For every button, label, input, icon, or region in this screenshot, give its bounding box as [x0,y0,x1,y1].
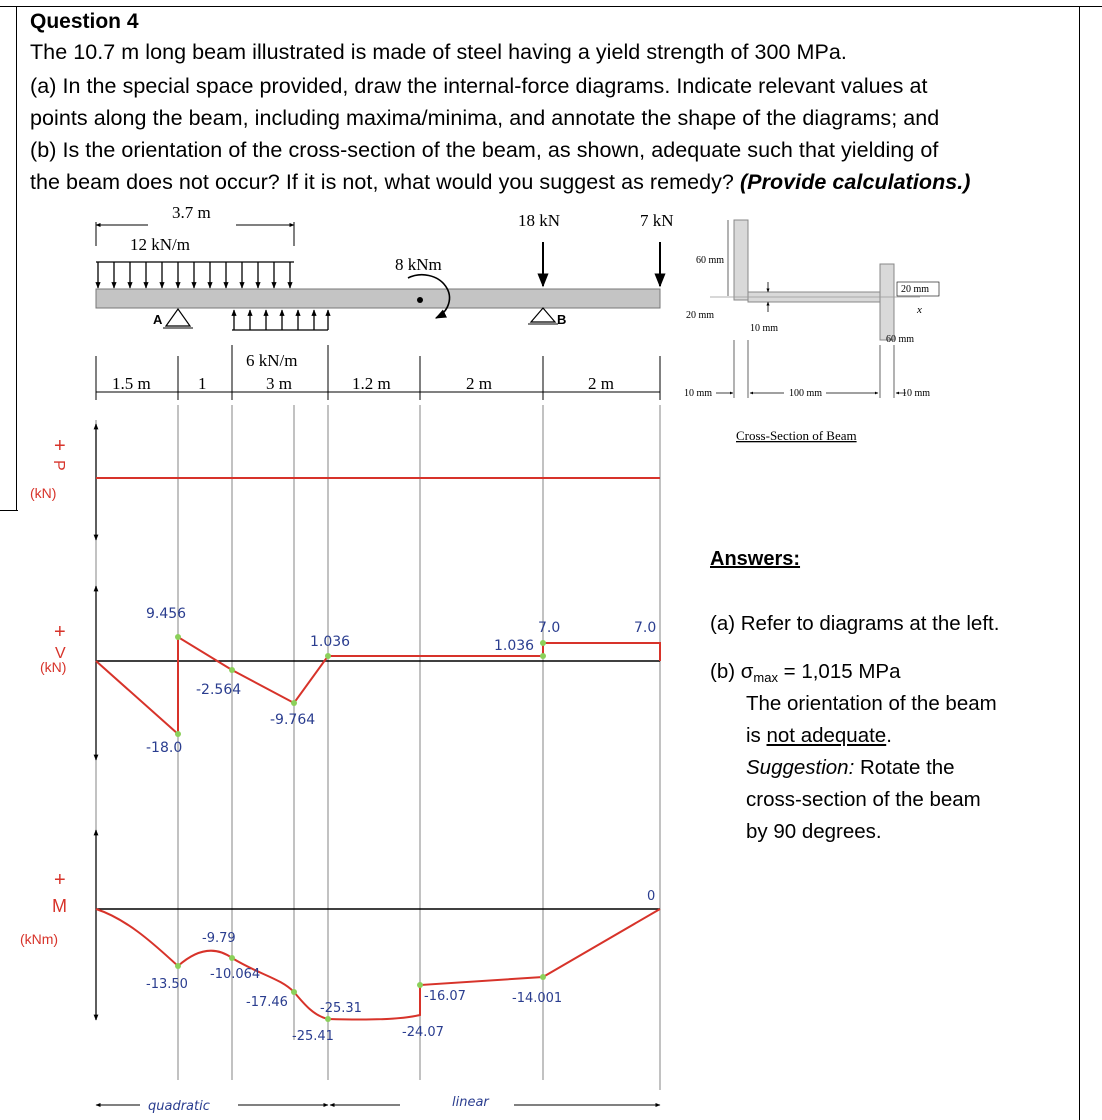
shear-label-70-b: 7.0 [634,620,657,636]
shear-label-1036-b: 1.036 [494,638,535,654]
moment-label-1746: -17.46 [246,995,288,1010]
shear-label-2564: -2.564 [196,682,242,698]
section-dim-10-left: 10 mm [684,388,713,399]
udl-bottom-label: 6 kN/m [246,351,298,370]
section-left-flange [734,220,748,300]
section-dim-10-web: 10 mm [750,323,779,334]
udl-top-label: 12 kN/m [130,235,190,254]
moment-point-jump [417,982,423,988]
point-load-1-label: 18 kN [518,211,561,230]
p-unit: (kN) [30,485,57,501]
answer-b-line4-rest: Rotate the [854,756,955,779]
answer-a: (a) Refer to diagrams at the left. [710,612,1000,635]
moment-label: 8 kNm [395,255,442,274]
section-dim-60-right: 60 mm [886,334,915,345]
udl-top-arrows [98,262,290,288]
answer-b-line2: The orientation of the beam [746,692,997,715]
moment-label-1607: -16.07 [424,989,466,1004]
moment-label-979: -9.79 [202,931,236,946]
answer-b-line1 [710,660,900,685]
answer-b-line3 [746,724,892,748]
question-part-a-line2: points along the beam, including maxima/minima, and annotate the shape of the diagrams; and [30,106,940,130]
section-right-flange [880,264,894,340]
dim-1: 1.5 m [112,374,151,393]
shear-point-min [175,731,181,737]
moment-point-max [325,1016,331,1022]
shear-label-9764: -9.764 [270,712,316,728]
support-b-icon [531,308,555,322]
answer-b-not-adequate: not adequate [766,724,887,747]
answer-b-value: = 1,015 MPa [777,660,901,683]
shear-point-b-jump [540,640,546,646]
beam-body [96,289,660,308]
section-axis-label: x [917,304,922,316]
answer-b-prefix: (b) σ [710,660,754,683]
answer-b-subscript: max [753,670,778,685]
question-heading: Question 4 [30,10,139,33]
shape-note-linear: linear [452,1095,489,1110]
m-unit: (kNm) [20,931,59,947]
question-part-a-line1: (a) In the special space provided, draw the internal-force diagrams. Indicate relevant values at [30,74,928,98]
question-intro: The 10.7 m long beam illustrated is made of steel having a yield strength of 300 MPa. [30,40,847,64]
v-sign: + [54,621,66,643]
shear-label-180: -18.0 [146,740,183,756]
moment-point-b [540,974,546,980]
shear-point-a [175,634,181,640]
moment-label-2407: -24.07 [402,1025,444,1040]
moment-label-1350: -13.50 [146,977,188,992]
answer-b-line4 [746,756,955,780]
question-part-b-line2-text: the beam does not occur? If it is not, what would you suggest as remedy? [30,170,740,194]
moment-label-14001: -14.001 [512,991,563,1006]
question-part-b-calc-note: (Provide calculations.) [739,170,971,194]
answers-heading: Answers: [710,548,801,570]
support-a-label: A [153,312,163,327]
answer-b-line5: cross-section of the beam [746,788,981,811]
support-b-label: B [557,312,567,327]
dim-2: 1 [198,374,207,393]
shear-point-udl-end [291,700,297,706]
dim-5: 2 m [466,374,492,393]
moment-label-zero: 0 [647,889,656,904]
cross-section-figure [684,220,939,443]
moment-point-udl-end [291,989,297,995]
shear-value-labels [146,606,656,756]
section-dim-20-right: 20 mm [901,284,930,295]
moment-label-2531: -25.31 [320,1001,362,1016]
answer-b-line3-post: . [886,724,892,747]
section-dim-10-right: 10 mm [902,388,931,399]
answer-b-line6: by 90 degrees. [746,820,882,843]
dim-3: 3 m [266,374,292,393]
udl-length-label: 3.7 m [172,203,211,222]
moment-label-10064: -10.064 [210,967,261,982]
shear-curve [96,637,660,734]
shear-point-udl-start [229,667,235,673]
m-sign: + [54,869,66,891]
dim-6: 2 m [588,374,614,393]
moment-value-labels [146,889,655,1044]
answer-b-line3-pre: is [746,724,767,747]
moment-point-a [175,963,181,969]
udl-bottom-arrows [234,310,328,330]
p-sign: + [54,435,66,457]
section-dim-20-left: 20 mm [686,310,715,321]
moment-label-2541: -25.41 [292,1029,334,1044]
shear-point-b [540,653,546,659]
moment-point-udl-start [229,955,235,961]
section-dim-60-top: 60 mm [696,255,725,266]
shape-note-quadratic: quadratic [148,1099,210,1114]
section-caption: Cross-Section of Beam [736,428,857,443]
diagram-axis-labels [20,435,67,947]
v-symbol: V [55,645,66,662]
question-part-b-line1: (b) Is the orientation of the cross-section of the beam, as shown, adequate such that yielding of [30,138,939,162]
support-a-icon [166,309,190,326]
shear-label-1036-a: 1.036 [310,634,351,650]
p-symbol: P [50,460,67,471]
point-load-2-label: 7 kN [640,211,674,230]
shear-point-moment [325,653,331,659]
shear-label-70-a: 7.0 [538,620,561,636]
moment-curve [96,909,660,1020]
answer-b-suggestion-label: Suggestion: [746,756,855,779]
section-dim-100: 100 mm [789,388,823,399]
shear-label-9456: 9.456 [146,606,187,622]
diagram-left-axes [96,424,660,1020]
dim-4: 1.2 m [352,374,391,393]
v-unit: (kN) [40,659,67,675]
beam-load-figure [96,203,674,400]
m-symbol: M [52,896,67,916]
